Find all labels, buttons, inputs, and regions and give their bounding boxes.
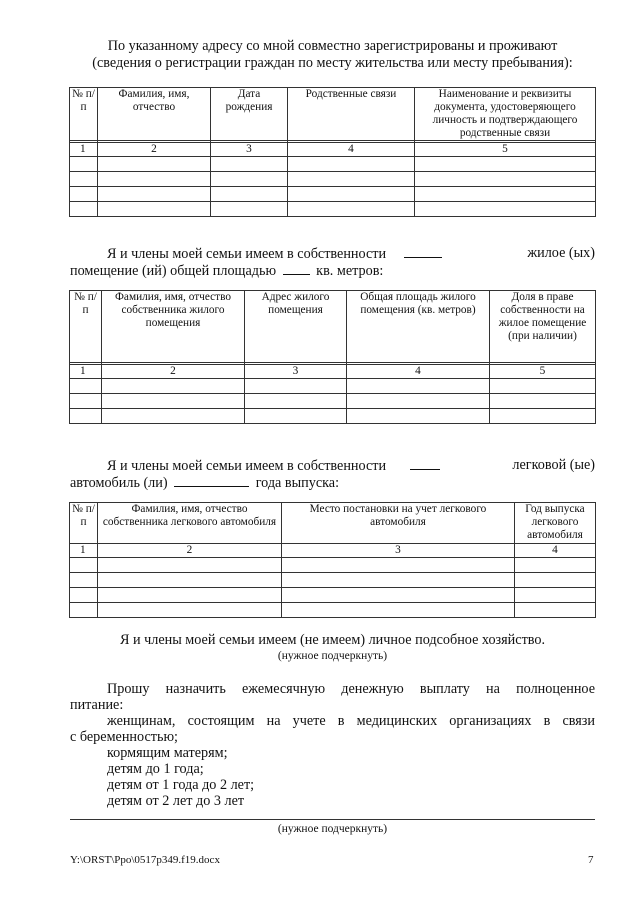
request-item-2-to-3[interactable]: детям от 2 лет до 3 лет [107, 793, 245, 809]
header-cell: Год выпуска легкового автомобиля [515, 503, 596, 544]
header-cell: Родственные связи [288, 88, 415, 141]
car-line-1 [70, 457, 595, 475]
farm-text: Я и члены моей семьи имеем (не имеем) личное подсобное хозяйство. [119, 632, 546, 648]
residents-table [69, 87, 596, 217]
housing-count-blank[interactable] [404, 245, 442, 258]
car-text-a: Я и члены моей семьи имеем в собственности [107, 458, 387, 474]
header-cell: № п/п [70, 88, 98, 141]
number-cell: 3 [211, 143, 288, 157]
number-cell: 4 [515, 544, 596, 558]
table-number-row [70, 544, 596, 558]
header-cell: Дата рождения [211, 88, 288, 141]
number-cell: 1 [70, 544, 98, 558]
header-cell: Место постановки на учет легкового автомобиля [282, 503, 515, 544]
housing-line-1 [70, 245, 595, 263]
request-item-nursing[interactable]: кормящим матерям; [107, 745, 228, 761]
number-cell: 5 [415, 143, 596, 157]
car-text-b: легковой (ые) [512, 457, 595, 473]
number-cell: 2 [98, 544, 282, 558]
intro-line-2: (сведения о регистрации граждан по месту жительства или месту пребывания): [92, 55, 573, 71]
table-header-row [70, 291, 596, 363]
header-cell: Фамилия, имя, отчество [98, 88, 211, 141]
intro-line-1: По указанному адресу со мной совместно зарегистрированы и проживают [107, 38, 558, 54]
table-row[interactable] [70, 202, 596, 217]
car-text-c: автомобиль (ли) [70, 475, 168, 491]
page-number: 7 [588, 854, 594, 866]
header-cell: Общая площадь жилого помещения (кв. метров) [347, 291, 490, 363]
car-line-2 [70, 474, 595, 492]
table-row[interactable] [70, 588, 596, 603]
header-cell: Наименование и реквизиты документа, удостоверяющего личность и подтверждающего родственные связи [415, 88, 596, 141]
housing-line-2 [70, 262, 595, 280]
request-line-2: питание: [70, 697, 124, 713]
number-cell: 1 [70, 143, 98, 157]
header-cell: Фамилия, имя, отчество собственника жилого помещения [102, 291, 245, 363]
request-item-pregnant[interactable]: женщинам, состоящим на учете в медицинских организациях в связи [107, 713, 595, 729]
housing-area-blank[interactable] [283, 262, 310, 275]
housing-table [69, 290, 596, 424]
table-row[interactable] [70, 558, 596, 573]
car-table [69, 502, 596, 618]
number-cell: 2 [102, 365, 245, 379]
header-cell: Адрес жилого помещения [245, 291, 347, 363]
number-cell: 2 [98, 143, 211, 157]
table-header-row [70, 503, 596, 544]
table-row[interactable] [70, 379, 596, 394]
car-text-d: года выпуска: [255, 475, 340, 491]
request-item-1-to-2[interactable]: детям от 1 года до 2 лет; [107, 777, 255, 793]
farm-note: (нужное подчеркнуть) [277, 650, 388, 662]
table-row[interactable] [70, 573, 596, 588]
table-header-row [70, 88, 596, 141]
table-number-row [70, 143, 596, 157]
housing-text-b: жилое (ых) [527, 245, 595, 261]
table-number-row [70, 365, 596, 379]
housing-text-c: помещение (ий) общей площадью [70, 263, 277, 279]
housing-text-d: кв. метров: [316, 263, 384, 279]
table-row[interactable] [70, 603, 596, 618]
request-item-under-1[interactable]: детям до 1 года; [107, 761, 204, 777]
divider [70, 819, 595, 820]
request-note: (нужное подчеркнуть) [277, 823, 388, 835]
number-cell: 4 [347, 365, 490, 379]
housing-text-a: Я и члены моей семьи имеем в собственности [107, 246, 387, 262]
table-row[interactable] [70, 394, 596, 409]
header-cell: № п/п [70, 503, 98, 544]
footer-file-path: Y:\ORST\Ppo\0517p349.f19.docx [70, 854, 220, 866]
request-line-1: Прошу назначить ежемесячную денежную выплату на полноценное [107, 681, 595, 697]
table-row[interactable] [70, 187, 596, 202]
number-cell: 4 [288, 143, 415, 157]
table-row[interactable] [70, 409, 596, 424]
table-row[interactable] [70, 157, 596, 172]
header-cell: Фамилия, имя, отчество собственника легкового автомобиля [98, 503, 282, 544]
header-cell: Доля в праве собственности на жилое помещение (при наличии) [490, 291, 596, 363]
header-cell: № п/п [70, 291, 102, 363]
number-cell: 5 [490, 365, 596, 379]
car-year-blank[interactable] [174, 474, 249, 487]
car-count-blank[interactable] [410, 457, 440, 470]
table-row[interactable] [70, 172, 596, 187]
request-item-pregnant-cont[interactable]: с беременностью; [70, 729, 178, 745]
number-cell: 1 [70, 365, 102, 379]
number-cell: 3 [245, 365, 347, 379]
number-cell: 3 [282, 544, 515, 558]
